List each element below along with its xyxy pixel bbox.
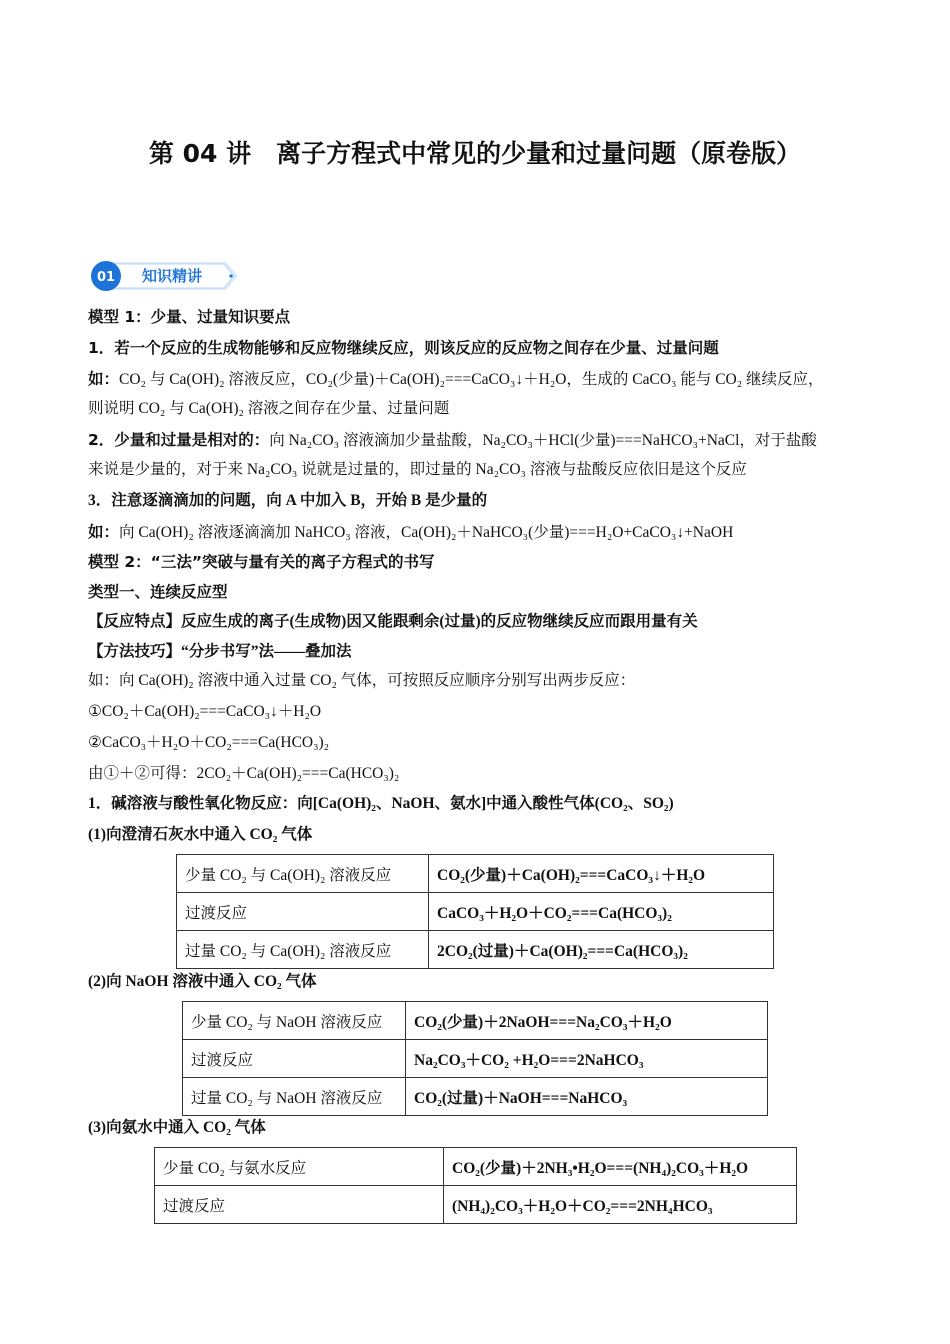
table-cell: CO₂(过量)＋NaOH===NaHCO₃ [406,1078,768,1116]
table-cell: (NH₄)₂CO₃＋H₂O＋CO₂===2NH₄HCO₃ [444,1186,797,1224]
table-row [155,1186,797,1224]
table-row [155,1148,797,1186]
section-badge [88,258,240,294]
point2-line2: 来说是少量的，对于来 Na₂CO₃ 说就是过量的，即过量的 Na₂CO₃ 溶液与盐酸反应依旧是这个反应 [88,461,747,478]
point1-example-line2: 则说明 CO₂ 与 Ca(OH)₂ 溶液之间存在少量、过量问题 [88,400,450,417]
table-row [183,1040,768,1078]
method-text: 【方法技巧】“分步书写”法——叠加法 [88,643,352,660]
section1-heading: 1．碱溶液与酸性氧化物反应：向[Ca(OH)₂、NaOH、氨水]中通入酸性气体(CO₂、SO₂) [88,795,674,812]
table-row [183,1002,768,1040]
point2-heading: 2．少量和过量是相对的： [88,431,270,449]
example-text: 如：向 Ca(OH)₂ 溶液中通入过量 CO₂ 气体，可按照反应顺序分别写出两步反应： [88,672,636,689]
table-cell: 2CO₂(过量)＋Ca(OH)₂===Ca(HCO₃)₂ [429,931,774,969]
table-cell: 少量 CO₂ 与 Ca(OH)₂ 溶液反应 [177,855,429,893]
point3-text: 向 Ca(OH)₂ 溶液逐滴滴加 NaHCO₃ 溶液，Ca(OH)₂＋NaHCO₃(少量)===H₂O+CaCO₃↓+NaOH [119,524,734,541]
table-cell: 过量 CO₂ 与 Ca(OH)₂ 溶液反应 [177,931,429,969]
point2-text: 向 Na₂CO₃ 溶液滴加少量盐酸，Na₂CO₃＋HCl(少量)===NaHCO₃+NaCl，对于盐酸 [269,432,817,449]
type1-heading: 类型一、连续反应型 [88,583,228,601]
example-label: 如： [88,523,120,541]
table-cell: 过渡反应 [155,1186,444,1224]
table-row [177,893,774,931]
table-cell: Na₂CO₃＋CO₂ +H₂O===2NaHCO₃ [406,1040,768,1078]
feature-text: 【反应特点】反应生成的离子(生成物)因又能跟剩余(过量)的反应物继续反应而跟用量有关 [88,613,698,630]
table-row [177,931,774,969]
point2 [88,430,817,451]
table-row [183,1078,768,1116]
table-cell: CO₂(少量)＋2NH₃•H₂O===(NH₄)₂CO₃＋H₂O [444,1148,797,1186]
point1-equation: CO₂ 与 Ca(OH)₂ 溶液反应，CO₂(少量)＋Ca(OH)₂===CaCO₃↓＋H₂O [119,371,567,388]
table-ammonia [154,1147,797,1224]
point1-example [88,369,824,390]
sub1-heading: (1)向澄清石灰水中通入 CO₂ 气体 [88,826,313,843]
model2-heading: 模型 2：“三法”突破与量有关的离子方程式的书写 [88,553,435,571]
sum-equation: 由①＋②可得：2CO₂＋Ca(OH)₂===Ca(HCO₃)₂ [88,765,400,782]
point3-example [88,522,733,543]
badge-number: 01 [96,270,116,285]
sub3-heading: (3)向氨水中通入 CO₂ 气体 [88,1119,266,1136]
table-cell: 过渡反应 [183,1040,406,1078]
page-title: 第 04 讲 离子方程式中常见的少量和过量问题（原卷版） [148,139,802,168]
table-cell: CO₂(少量)＋2NaOH===Na₂CO₃＋H₂O [406,1002,768,1040]
point1-heading: 1．若一个反应的生成物能够和反应物继续反应，则该反应的反应物之间存在少量、过量问题 [88,339,719,357]
step1-equation: ①CO₂＋Ca(OH)₂===CaCO₃↓＋H₂O [88,703,322,720]
point3-heading: 3．注意逐滴滴加的问题，向 A 中加入 B，开始 B 是少量的 [88,492,488,509]
table-cell: 少量 CO₂ 与 NaOH 溶液反应 [183,1002,406,1040]
point1-example-rest: ，生成的 CaCO₃ 能与 CO₂ 继续反应， [566,371,824,388]
table-row [177,855,774,893]
example-label: 如： [88,370,120,388]
sub2-heading: (2)向 NaOH 溶液中通入 CO₂ 气体 [88,973,317,990]
step2-equation: ②CaCO₃＋H₂O＋CO₂===Ca(HCO₃)₂ [88,734,330,751]
table-lime-water [176,854,774,969]
table-naoh [182,1001,768,1116]
table-cell: CO₂(少量)＋Ca(OH)₂===CaCO₃↓＋H₂O [429,855,774,893]
table-cell: 过渡反应 [177,893,429,931]
table-cell: CaCO₃＋H₂O＋CO₂===Ca(HCO₃)₂ [429,893,774,931]
table-cell: 少量 CO₂ 与氨水反应 [155,1148,444,1186]
table-cell: 过量 CO₂ 与 NaOH 溶液反应 [183,1078,406,1116]
badge-label: 知识精讲 [141,267,203,285]
model1-heading: 模型 1：少量、过量知识要点 [88,308,291,326]
